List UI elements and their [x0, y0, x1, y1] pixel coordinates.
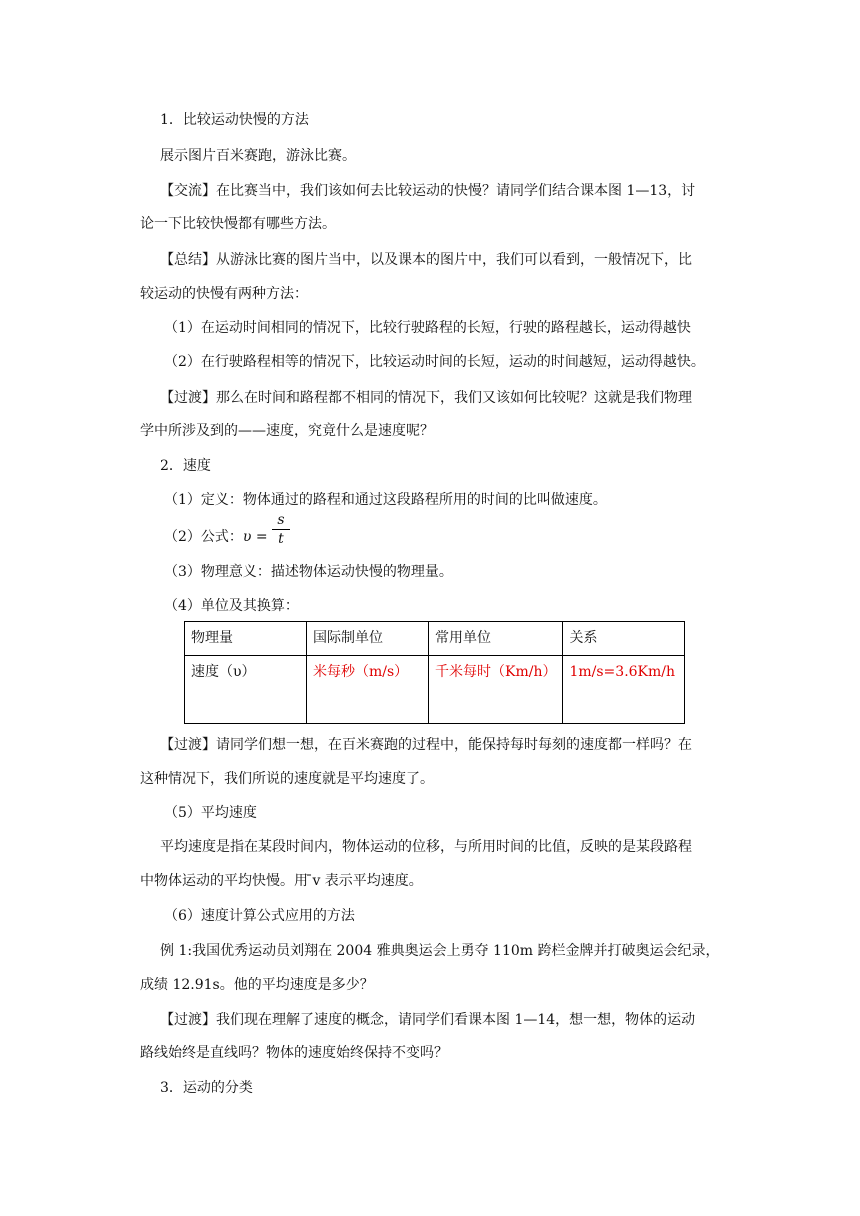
table-cell: 千米每时（Km/h） — [429, 656, 563, 724]
section-heading-3: 3．运动的分类 — [160, 1080, 253, 1096]
section-heading-2: 2．速度 — [160, 458, 211, 474]
list-item: （2）在行驶路程相等的情况下，比较运动时间的长短，运动的时间越短，运动得越快。 — [164, 354, 705, 370]
paragraph: 【过渡】那么在时间和路程都不相同的情况下，我们又该如何比较呢？这就是我们物理 — [160, 390, 692, 406]
table-cell: 1m/s=3.6Km/h — [563, 656, 685, 724]
formula-label-text: （2）公式： — [164, 529, 243, 545]
example-text: 例 1:我国优秀运动员刘翔在 2004 雅典奥运会上勇夺 110m 跨栏金牌并打破奥运会纪录， — [160, 943, 720, 959]
paragraph: 中物体运动的平均快慢。用 ̄v 表示平均速度。 — [140, 873, 423, 889]
formula-numerator: s — [277, 512, 285, 528]
paragraph: 展示图片百米赛跑，游泳比赛。 — [160, 148, 356, 164]
paragraph: 【总结】从游泳比赛的图片当中，以及课本的图片中，我们可以看到，一般情况下，比 — [160, 252, 692, 268]
units-table — [184, 621, 685, 724]
list-item: （1）定义：物体通过的路程和通过这段路程所用的时间的比叫做速度。 — [164, 492, 607, 508]
table-cell: 米每秒（m/s） — [307, 656, 429, 724]
formula-label — [164, 527, 268, 547]
table-header-cell: 国际制单位 — [307, 622, 429, 656]
list-item: （1）在运动时间相同的情况下，比较行驶路程的长短，行驶的路程越长，运动得越快 — [164, 320, 691, 336]
table-header-cell: 常用单位 — [429, 622, 563, 656]
paragraph: 这种情况下，我们所说的速度就是平均速度了。 — [140, 771, 434, 787]
formula-denominator: t — [278, 531, 284, 547]
table-header-cell: 物理量 — [185, 622, 307, 656]
paragraph: 【交流】在比赛当中，我们该如何去比较运动的快慢？请同学们结合课本图 1—13，讨 — [160, 183, 696, 199]
list-item: （5）平均速度 — [164, 805, 257, 821]
fraction-bar — [272, 529, 290, 530]
section-heading-1: 1．比较运动快慢的方法 — [160, 112, 309, 128]
paragraph: 平均速度是指在某段时间内，物体运动的位移，与所用时间的比值，反映的是某段路程 — [160, 839, 692, 855]
paragraph: 较运动的快慢有两种方法： — [140, 286, 308, 302]
list-item: （4）单位及其换算： — [164, 598, 299, 614]
paragraph: 学中所涉及到的——速度，究竟什么是速度呢？ — [140, 423, 434, 439]
paragraph: 【过渡】我们现在理解了速度的概念，请同学们看课本图 1—14，想一想，物体的运动 — [160, 1012, 696, 1028]
list-item: （3）物理意义：描述物体运动快慢的物理量。 — [164, 564, 453, 580]
table-header-cell: 关系 — [563, 622, 685, 656]
table-row — [185, 656, 685, 724]
list-item: （6）速度计算公式应用的方法 — [164, 908, 355, 924]
paragraph: 论一下比较快慢都有哪些方法。 — [140, 216, 336, 232]
paragraph: 【过渡】请同学们想一想，在百米赛跑的过程中，能保持每时每刻的速度都一样吗？在 — [160, 737, 692, 753]
table-cell: 速度（υ） — [185, 656, 307, 724]
table-header-row — [185, 622, 685, 656]
formula-fraction — [272, 512, 290, 547]
formula-lhs: υ = — [242, 529, 268, 545]
example-text: 成绩 12.91s。他的平均速度是多少？ — [140, 977, 374, 993]
paragraph: 路线始终是直线吗？物体的速度始终保持不变吗？ — [140, 1045, 448, 1061]
